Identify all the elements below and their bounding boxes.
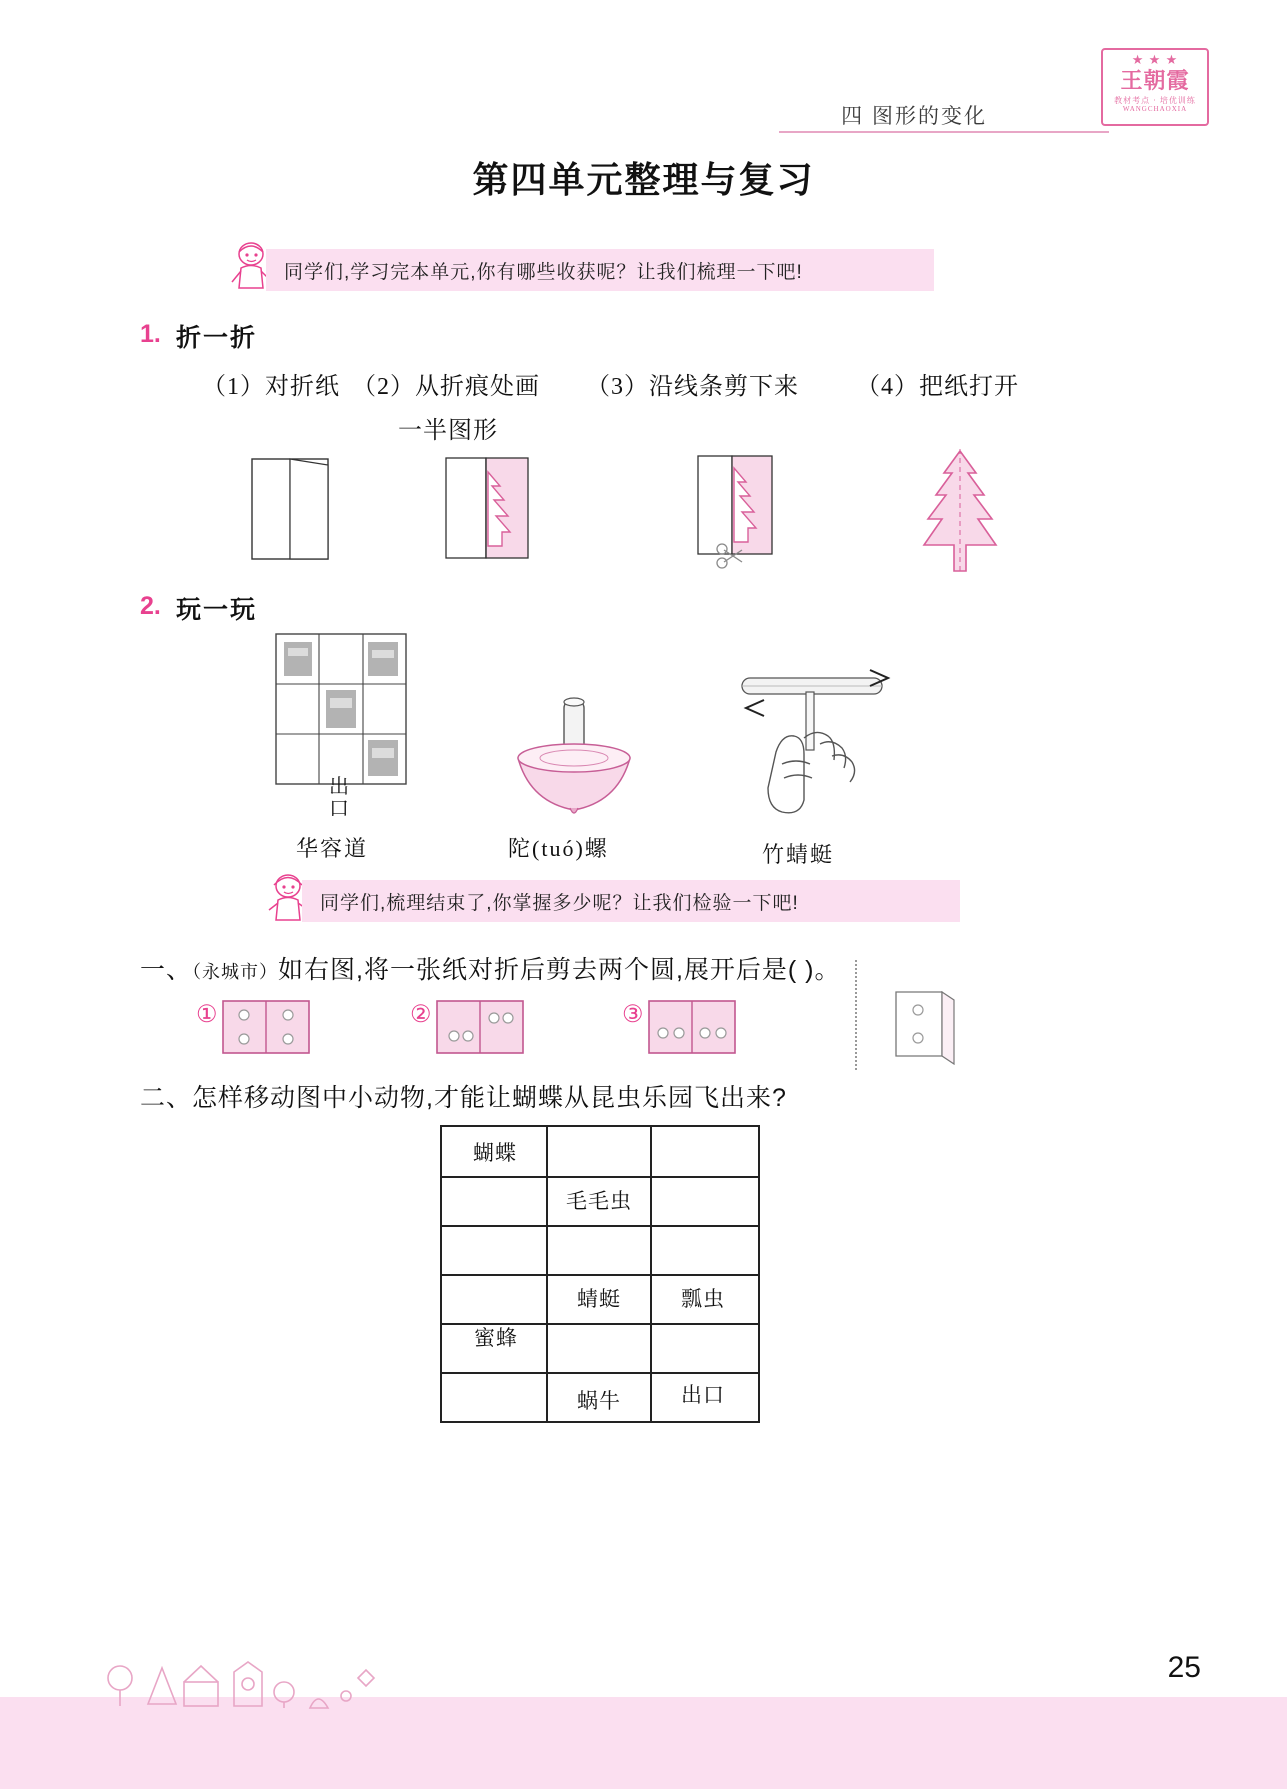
insect-maze-grid <box>440 1125 760 1423</box>
stamp-brand: 王朝霞 <box>1120 68 1190 93</box>
footer-decoration <box>96 1648 376 1723</box>
option-2-number[interactable]: ② <box>410 1001 432 1028</box>
reference-folded-paper-figure <box>890 988 960 1073</box>
maze-cell-butterfly: 蝴蝶 <box>473 1141 517 1165</box>
question-1-marker: 一、 <box>140 956 193 984</box>
stamp-sub: 教材考点 · 培优训练 <box>1114 96 1196 105</box>
fold-figure-3 <box>690 450 800 580</box>
step-2-label: （2）从折痕处画 <box>352 374 540 400</box>
maze-cell-exit: 出口 <box>681 1383 725 1407</box>
question-2 <box>140 1078 787 1114</box>
maze-cell-caterpillar: 毛毛虫 <box>566 1189 632 1213</box>
maze-cell-snail: 蜗牛 <box>577 1389 621 1413</box>
dotted-separator <box>855 960 857 1070</box>
page-number: 25 <box>1167 1651 1201 1684</box>
maze-exit-label-huarongdao: 出口 <box>329 776 349 820</box>
question-1-source: （永城市） <box>192 962 279 982</box>
question-2-marker: 二、 <box>140 1084 193 1112</box>
fold-figure-2 <box>440 452 550 572</box>
section-2-number: 2. <box>140 592 161 620</box>
section-1-label: 折一折 <box>176 324 258 352</box>
maze-cell-ladybug: 瓢虫 <box>681 1287 725 1311</box>
toy-caption-2: 陀(tuó)螺 <box>508 836 609 861</box>
toy-caption-3: 竹蜻蜓 <box>762 842 835 867</box>
step-4-label: （4）把纸打开 <box>856 374 1019 400</box>
maze-hline-1 <box>442 1176 758 1178</box>
option-1-figure[interactable] <box>222 1000 312 1061</box>
maze-cell-dragonfly: 蜻蜓 <box>577 1287 621 1311</box>
fold-figure-1 <box>246 455 346 570</box>
option-3-number[interactable]: ③ <box>622 1001 644 1028</box>
step-2-label-line2: 一半图形 <box>398 418 498 444</box>
option-1-number[interactable]: ① <box>196 1001 218 1028</box>
maze-hline-2 <box>442 1225 758 1227</box>
stamp-stars: ★ ★ ★ <box>1131 52 1179 67</box>
banner-middle: 同学们,梳理结束了,你掌握多少呢？让我们检验一下吧! <box>302 880 960 922</box>
option-2-figure[interactable] <box>436 1000 526 1061</box>
fold-figure-4 <box>900 445 1020 585</box>
header-rule <box>779 131 1109 133</box>
stamp-sub2: WANGCHAOXIA <box>1122 105 1188 113</box>
toy-figure-bamboo-dragonfly <box>720 660 900 835</box>
step-3-label: （3）沿线条剪下来 <box>586 374 799 400</box>
publisher-stamp <box>1101 48 1209 126</box>
maze-cell-bee: 蜜蜂 <box>474 1326 518 1350</box>
question-2-text: 怎样移动图中小动物,才能让蝴蝶从昆虫乐园飞出来? <box>192 1084 787 1112</box>
toy-figure-huarongdao <box>272 630 412 820</box>
section-2-label: 玩一玩 <box>176 596 258 624</box>
maze-hline-5 <box>442 1372 758 1374</box>
step-1-label: （1）对折纸 <box>202 374 340 400</box>
question-1 <box>140 950 841 986</box>
maze-hline-3 <box>442 1274 758 1276</box>
banner-top: 同学们,学习完本单元,你有哪些收获呢？让我们梳理一下吧! <box>266 249 934 291</box>
section-1-number: 1. <box>140 320 161 348</box>
question-1-text: 如右图,将一张纸对折后剪去两个圆,展开后是( )。 <box>278 956 841 984</box>
option-3-figure[interactable] <box>648 1000 738 1061</box>
toy-figure-spinning-top <box>500 690 650 825</box>
header-unit-label: 四 图形的变化 <box>841 105 987 128</box>
toy-caption-1: 华容道 <box>296 836 369 861</box>
page-title: 第四单元整理与复习 <box>472 159 815 200</box>
